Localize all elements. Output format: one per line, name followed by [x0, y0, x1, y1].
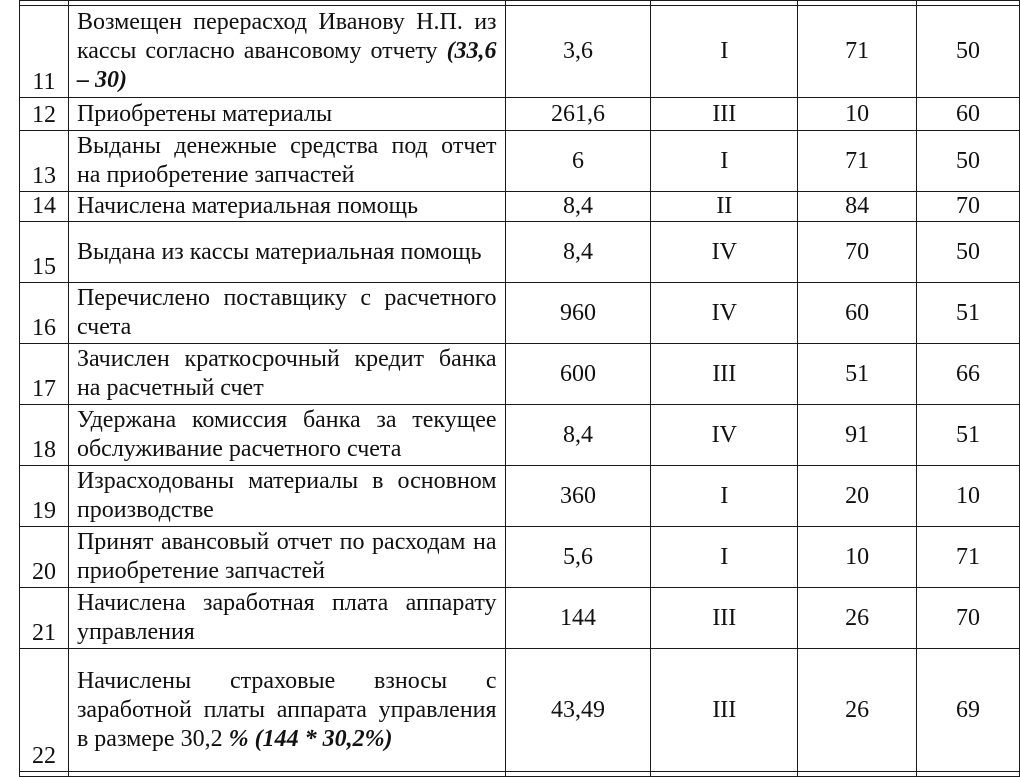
table-row: [20, 283, 1020, 344]
group-cell: I: [651, 131, 798, 192]
description-text: Приобретены материалы: [76, 100, 333, 127]
group-cell: II: [651, 192, 798, 222]
debit-account-cell: 60: [798, 283, 917, 344]
group-cell: III: [651, 344, 798, 405]
row-number-cell: 20: [20, 527, 69, 588]
row-number-cell: 15: [20, 222, 69, 283]
debit-account-cell: 51: [798, 344, 917, 405]
row-number-cell: 18: [20, 405, 69, 466]
amount-cell: 261,6: [505, 98, 651, 131]
group-cell: IV: [651, 405, 798, 466]
debit-account-cell: 20: [798, 466, 917, 527]
description-cell: [68, 405, 505, 466]
credit-account-cell: 69: [917, 649, 1020, 772]
calculation-note: % (144 * 30,2%): [228, 725, 393, 752]
credit-account-cell: 51: [917, 405, 1020, 466]
description-cell: [68, 6, 505, 98]
debit-account-cell: 91: [798, 405, 917, 466]
group-cell: III: [651, 588, 798, 649]
description-cell: [68, 222, 505, 283]
description-text: Зачислен краткосрочный кредит банка на расчетный счет: [76, 346, 497, 401]
group-cell: IV: [651, 222, 798, 283]
row-number-cell: 21: [20, 588, 69, 649]
amount-cell: 5,6: [505, 527, 651, 588]
amount-cell: 600: [505, 344, 651, 405]
description-text: Возмещен перерасход Иванову Н.П. из кассы согласно авансовому отчету: [76, 9, 497, 64]
table-row: [20, 98, 1020, 131]
operations-table: [19, 0, 1020, 777]
group-cell: I: [651, 6, 798, 98]
amount-cell: 43,49: [505, 649, 651, 772]
description-cell: [68, 192, 505, 222]
table-row: [20, 588, 1020, 649]
table-row: [20, 222, 1020, 283]
description-cell: [68, 131, 505, 192]
credit-account-cell: 60: [917, 98, 1020, 131]
amount-cell: 8,4: [505, 222, 651, 283]
group-cell: IV: [651, 283, 798, 344]
debit-account-cell: 70: [798, 222, 917, 283]
description-text: Выдана из кассы материальная помощь: [76, 238, 482, 265]
calculation-note: (33,6 – 30): [76, 38, 497, 93]
table-row: [20, 6, 1020, 98]
amount-cell: 8,4: [505, 192, 651, 222]
debit-account-cell: 26: [798, 588, 917, 649]
credit-account-cell: 66: [917, 344, 1020, 405]
credit-account-cell: 50: [917, 6, 1020, 98]
amount-cell: 8,4: [505, 405, 651, 466]
group-cell: I: [651, 527, 798, 588]
credit-account-cell: 70: [917, 588, 1020, 649]
amount-cell: 6: [505, 131, 651, 192]
table-row: [20, 527, 1020, 588]
description-text: Перечислено поставщику с расчетного счета: [76, 285, 497, 340]
description-cell: [68, 344, 505, 405]
group-cell: I: [651, 466, 798, 527]
group-cell: III: [651, 98, 798, 131]
credit-account-cell: 50: [917, 131, 1020, 192]
debit-account-cell: 10: [798, 98, 917, 131]
debit-account-cell: 26: [798, 649, 917, 772]
credit-account-cell: 70: [917, 192, 1020, 222]
debit-account-cell: 10: [798, 527, 917, 588]
amount-cell: 960: [505, 283, 651, 344]
row-number-cell: 19: [20, 466, 69, 527]
description-text: Удержана комиссия банка за текущее обслуживание расчетного счета: [76, 407, 497, 462]
description-text: Начислена заработная плата аппарату управления: [76, 590, 497, 645]
amount-cell: 144: [505, 588, 651, 649]
table-row-partial-bottom: [20, 772, 1020, 777]
amount-cell: 360: [505, 466, 651, 527]
debit-account-cell: 71: [798, 131, 917, 192]
credit-account-cell: 10: [917, 466, 1020, 527]
description-text: Начислена материальная помощь: [76, 193, 419, 219]
group-cell: III: [651, 649, 798, 772]
row-number-cell: 17: [20, 344, 69, 405]
description-cell: [68, 649, 505, 772]
description-cell: [68, 283, 505, 344]
table-row: [20, 131, 1020, 192]
description-cell: [68, 466, 505, 527]
description-text: Выданы денежные средства под отчет на приобретение запчастей: [76, 133, 497, 188]
description-text: Принят авансовый отчет по расходам на приобретение запчастей: [76, 529, 497, 584]
table-row: [20, 405, 1020, 466]
description-cell: [68, 527, 505, 588]
table-row: [20, 466, 1020, 527]
description-text: Начислены страховые взносы с заработной платы аппарата управления в размере 30,2: [76, 667, 497, 752]
row-number-cell: 12: [20, 98, 69, 131]
credit-account-cell: 71: [917, 527, 1020, 588]
debit-account-cell: 71: [798, 6, 917, 98]
credit-account-cell: 51: [917, 283, 1020, 344]
row-number-cell: 11: [20, 6, 69, 98]
description-cell: [68, 588, 505, 649]
row-number-cell: 16: [20, 283, 69, 344]
amount-cell: 3,6: [505, 6, 651, 98]
table-row: [20, 192, 1020, 222]
credit-account-cell: 50: [917, 222, 1020, 283]
table-row: [20, 344, 1020, 405]
debit-account-cell: 84: [798, 192, 917, 222]
description-text: Израсходованы материалы в основном производстве: [76, 468, 497, 523]
row-number-cell: 14: [20, 192, 69, 222]
table-row: [20, 649, 1020, 772]
row-number-cell: 13: [20, 131, 69, 192]
row-number-cell: 22: [20, 649, 69, 772]
description-cell: [68, 98, 505, 131]
